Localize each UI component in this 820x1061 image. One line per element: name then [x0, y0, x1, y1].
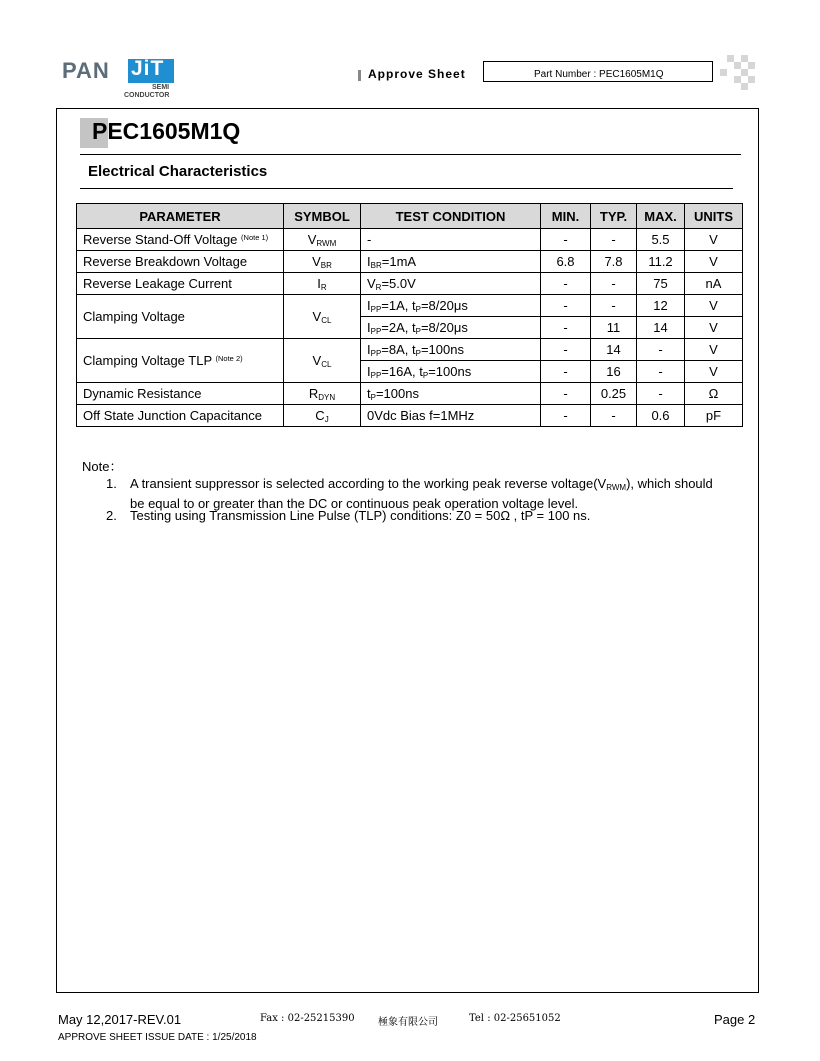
- cell-test-condition: $I_{PP}=16A$, $t_P=100ns$: [361, 361, 541, 383]
- footer-revision-date: May 12,2017-REV.01: [58, 1012, 182, 1027]
- cell-min: -: [541, 295, 591, 317]
- notes-heading: Note：: [82, 459, 123, 474]
- approve-bar-mark: [358, 70, 361, 81]
- cell-max: 75: [637, 273, 685, 295]
- cell-symbol: $I_R$: [284, 273, 361, 295]
- cell-typ: 14: [591, 339, 637, 361]
- header-units: UNITS: [685, 204, 743, 229]
- cell-test-condition: $I_{PP}=2A$, $t_P=8/20\mu s$: [361, 317, 541, 339]
- cell-units: V: [685, 295, 743, 317]
- cell-max: 0.6: [637, 405, 685, 427]
- note-1-text: A transient suppressor is selected according to the working peak reverse $voltage(V_{RWM})$, which should be equal to or greater than the DC or continuous peak operation voltage level.: [130, 476, 713, 511]
- cell-max: 12: [637, 295, 685, 317]
- table-row: [77, 251, 743, 273]
- cell-units: nA: [685, 273, 743, 295]
- logo-jit-text: JiT: [131, 57, 165, 80]
- cell-min: -: [541, 361, 591, 383]
- cell-symbol: $V_{RWM}$: [284, 229, 361, 251]
- table-row: [77, 273, 743, 295]
- cell-parameter: Clamping Voltage: [77, 295, 284, 339]
- header-typ: TYP.: [591, 204, 637, 229]
- footer-page-number: Page 2: [714, 1012, 756, 1027]
- cell-typ: 7.8: [591, 251, 637, 273]
- cell-test-condition: $t_P=100ns$: [361, 383, 541, 405]
- cell-test-condition: -: [361, 229, 541, 251]
- section-divider: [80, 188, 733, 189]
- table-header-row: [77, 204, 743, 229]
- header-test-condition: TEST CONDITION: [361, 204, 541, 229]
- checker-pattern-icon: [717, 55, 757, 91]
- cell-symbol: $V_{BR}$: [284, 251, 361, 273]
- cell-max: 14: [637, 317, 685, 339]
- cell-units: V: [685, 229, 743, 251]
- section-heading: Electrical Characteristics: [88, 163, 268, 180]
- title-divider: [80, 154, 741, 155]
- cell-typ: -: [591, 229, 637, 251]
- cell-symbol: $V_{CL}$: [284, 295, 361, 339]
- cell-min: -: [541, 229, 591, 251]
- electrical-characteristics-table: [76, 203, 743, 427]
- cell-max: 11.2: [637, 251, 685, 273]
- table-row: [77, 339, 743, 361]
- cell-max: 5.5: [637, 229, 685, 251]
- cell-parameter: Off State Junction Capacitance: [77, 405, 284, 427]
- footer-issue-date: APPROVE SHEET ISSUE DATE : 1/25/2018: [58, 1032, 257, 1043]
- header-parameter: PARAMETER: [77, 204, 284, 229]
- footer-tel: Tel : 02-25651052: [469, 1013, 561, 1024]
- header-min: MIN.: [541, 204, 591, 229]
- header-max: MAX.: [637, 204, 685, 229]
- cell-symbol: $R_{DYN}$: [284, 383, 361, 405]
- cell-parameter: Reverse Breakdown Voltage: [77, 251, 284, 273]
- cell-parameter: Dynamic Resistance: [77, 383, 284, 405]
- cell-symbol: $C_J$: [284, 405, 361, 427]
- table-row: [77, 229, 743, 251]
- footer-fax: Fax : 02-25215390: [260, 1013, 355, 1024]
- cell-typ: -: [591, 273, 637, 295]
- table-row: [77, 383, 743, 405]
- cell-test-condition: $I_{PP}=1A$, $t_P=8/20\mu s$: [361, 295, 541, 317]
- cell-max: -: [637, 361, 685, 383]
- cell-typ: -: [591, 405, 637, 427]
- cell-max: -: [637, 339, 685, 361]
- cell-min: -: [541, 317, 591, 339]
- cell-symbol: $V_{CL}$: [284, 339, 361, 383]
- cell-min: -: [541, 405, 591, 427]
- cell-test-condition: $I_{PP}=8A$, $t_P=100ns$: [361, 339, 541, 361]
- note-2-number: 2.: [106, 508, 117, 523]
- cell-test-condition: $V_R=5.0V$: [361, 273, 541, 295]
- cell-typ: -: [591, 295, 637, 317]
- page-title: PEC1605M1Q: [92, 118, 241, 144]
- cell-test-condition: 0Vdc Bias f=1MHz: [361, 405, 541, 427]
- logo-semi-text: SEMI: [152, 84, 170, 91]
- cell-test-condition: $I_{BR}=1mA$: [361, 251, 541, 273]
- table-row: [77, 295, 743, 317]
- cell-typ: 16: [591, 361, 637, 383]
- cell-min: 6.8: [541, 251, 591, 273]
- cell-units: V: [685, 251, 743, 273]
- panjit-logo: [62, 58, 187, 104]
- cell-units: V: [685, 317, 743, 339]
- cell-units: V: [685, 339, 743, 361]
- header-symbol: SYMBOL: [284, 204, 361, 229]
- cell-parameter: Reverse Leakage Current: [77, 273, 284, 295]
- table-row: [77, 405, 743, 427]
- cell-min: -: [541, 273, 591, 295]
- footer-company: 極象有限公司: [378, 1017, 438, 1028]
- note-1-number: 1.: [106, 476, 117, 491]
- logo-conductor-text: CONDUCTOR: [124, 92, 170, 99]
- cell-typ: 11: [591, 317, 637, 339]
- cell-parameter: Reverse Stand-Off Voltage $^{(Note 1)}$: [77, 229, 284, 251]
- cell-units: Ω: [685, 383, 743, 405]
- part-number: Part Number : PEC1605M1Q: [534, 69, 664, 80]
- approve-sheet-label: Approve Sheet: [368, 67, 466, 81]
- cell-min: -: [541, 383, 591, 405]
- cell-min: -: [541, 339, 591, 361]
- note-2-text: Testing using Transmission Line Pulse (TLP) conditions: Z0 = 50Ω , tP = 100 ns.: [130, 508, 591, 523]
- cell-units: pF: [685, 405, 743, 427]
- cell-parameter: Clamping Voltage TLP $^{(Note 2)}$: [77, 339, 284, 383]
- cell-typ: 0.25: [591, 383, 637, 405]
- cell-max: -: [637, 383, 685, 405]
- cell-units: V: [685, 361, 743, 383]
- logo-pan-text: PAN: [62, 58, 110, 83]
